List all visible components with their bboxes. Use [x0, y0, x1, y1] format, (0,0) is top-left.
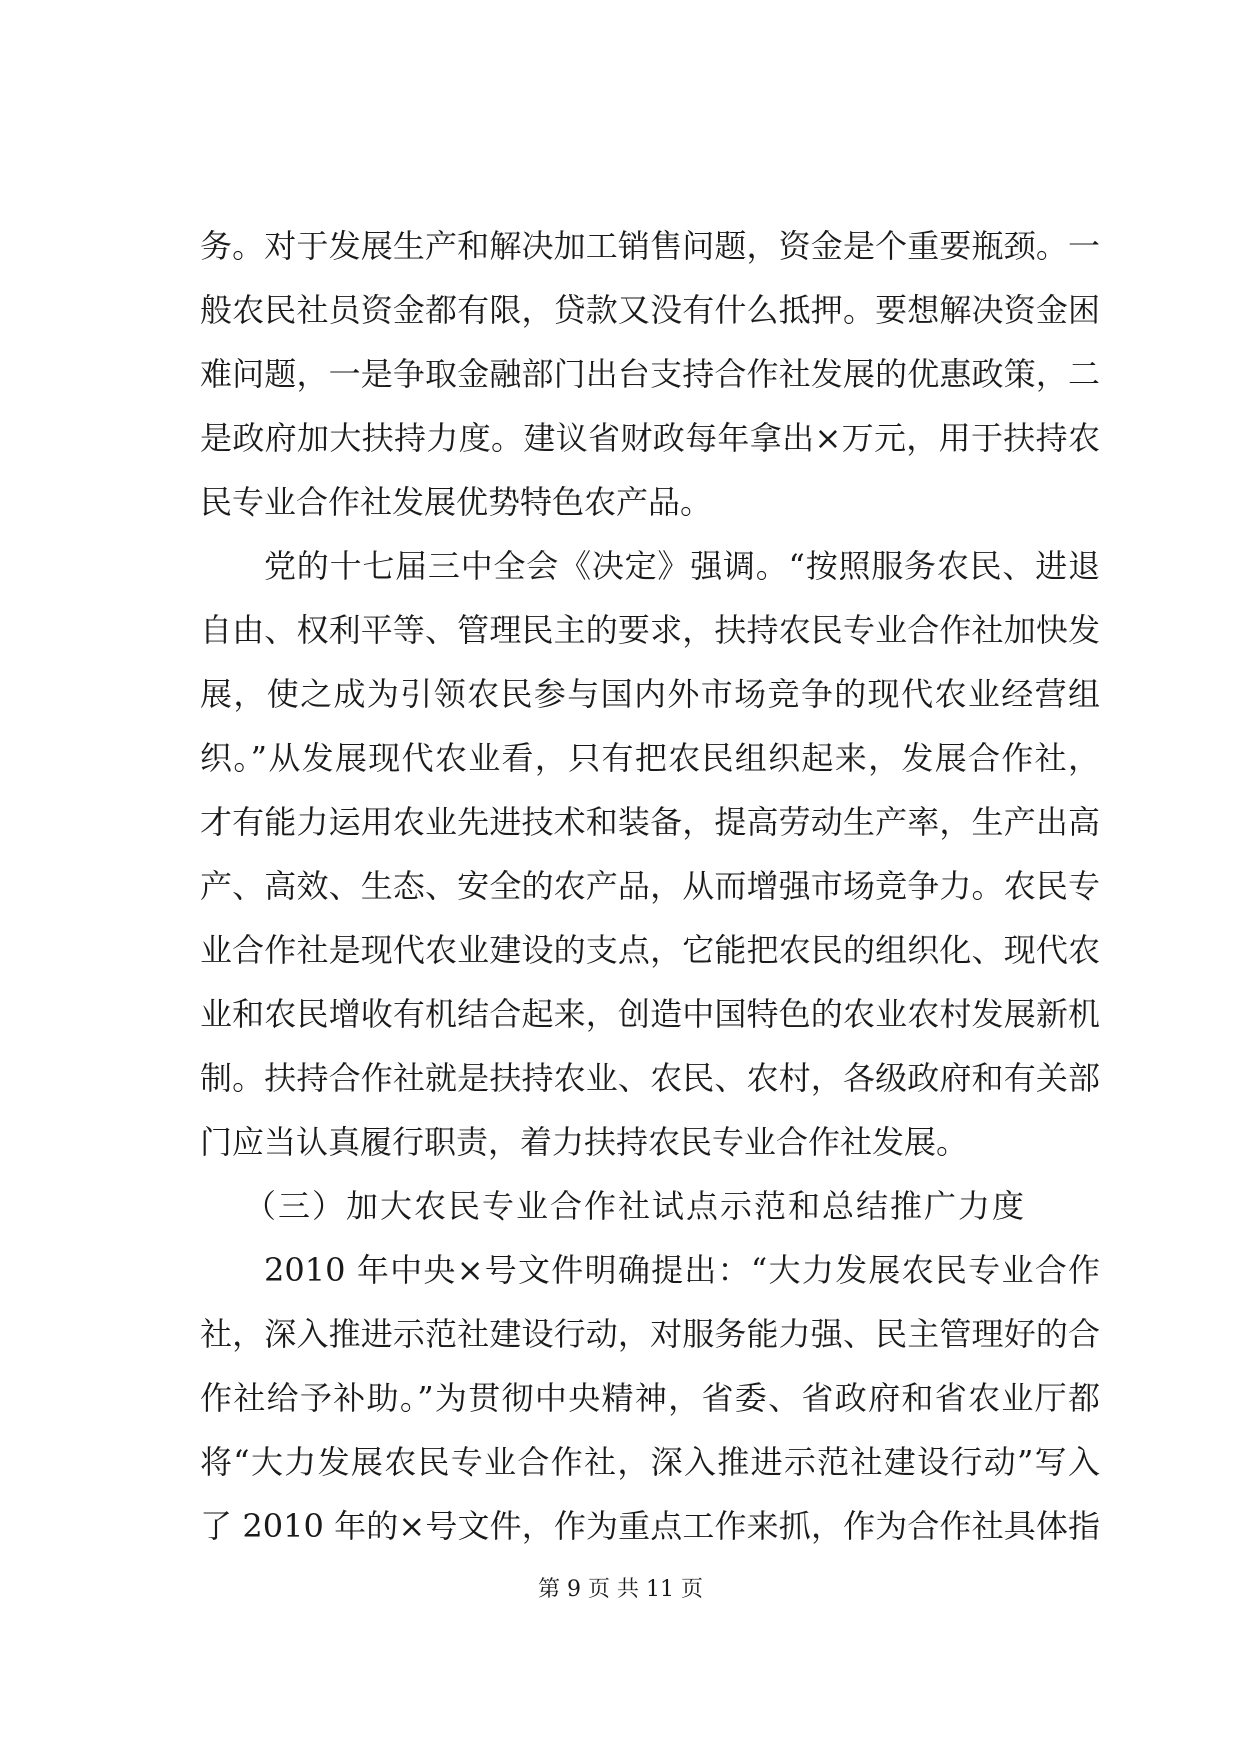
body-line: 民专业合作社发展优势特色农产品。 — [200, 483, 713, 521]
body-line: 业和农民增收有机结合起来，创造中国特色的农业农村发展新机 — [200, 995, 1100, 1033]
body-line: 务。对于发展生产和解决加工销售问题，资金是个重要瓶颈。一 — [200, 227, 1100, 265]
body-line: 社，深入推进示范社建设行动，对服务能力强、民主管理好的合 — [200, 1315, 1100, 1353]
body-line: 产、高效、生态、安全的农产品，从而增强市场竞争力。农民专 — [200, 867, 1100, 905]
body-line: 展，使之成为引领农民参与国内外市场竞争的现代农业经营组 — [200, 675, 1100, 713]
body-line: 自由、权利平等、管理民主的要求，扶持农民专业合作社加快发 — [200, 611, 1100, 649]
body-line: 才有能力运用农业先进技术和装备，提高劳动生产率，生产出高 — [200, 803, 1100, 841]
body-line: 是政府加大扶持力度。建议省财政每年拿出×万元，用于扶持农 — [200, 419, 1100, 457]
body-line: 作社给予补助。”为贯彻中央精神，省委、省政府和省农业厅都 — [200, 1379, 1100, 1417]
body-line: 门应当认真履行职责，着力扶持农民专业合作社发展。 — [200, 1123, 969, 1161]
body-line: 制。扶持合作社就是扶持农业、农民、农村，各级政府和有关部 — [200, 1059, 1100, 1097]
body-line: 了 2010 年的×号文件，作为重点工作来抓，作为合作社具体指 — [200, 1507, 1100, 1545]
section-heading: （三）加大农民专业合作社试点示范和总结推广力度 — [244, 1187, 1027, 1225]
body-line: 般农民社员资金都有限，贷款又没有什么抵押。要想解决资金困 — [200, 291, 1100, 329]
paragraph-first-line: 党的十七届三中全会《决定》强调。“按照服务农民、进退 — [264, 547, 1100, 585]
paragraph-first-line: 2010 年中央×号文件明确提出：“大力发展农民专业合作 — [264, 1251, 1100, 1289]
body-line: 难问题，一是争取金融部门出台支持合作社发展的优惠政策，二 — [200, 355, 1100, 393]
body-line: 业合作社是现代农业建设的支点，它能把农民的组织化、现代农 — [200, 931, 1100, 969]
page-number-footer: 第 9 页 共 11 页 — [538, 1577, 703, 1602]
body-line: 织。”从发展现代农业看，只有把农民组织起来，发展合作社， — [200, 739, 1100, 777]
body-line: 将“大力发展农民专业合作社，深入推进示范社建设行动”写入 — [200, 1443, 1100, 1481]
